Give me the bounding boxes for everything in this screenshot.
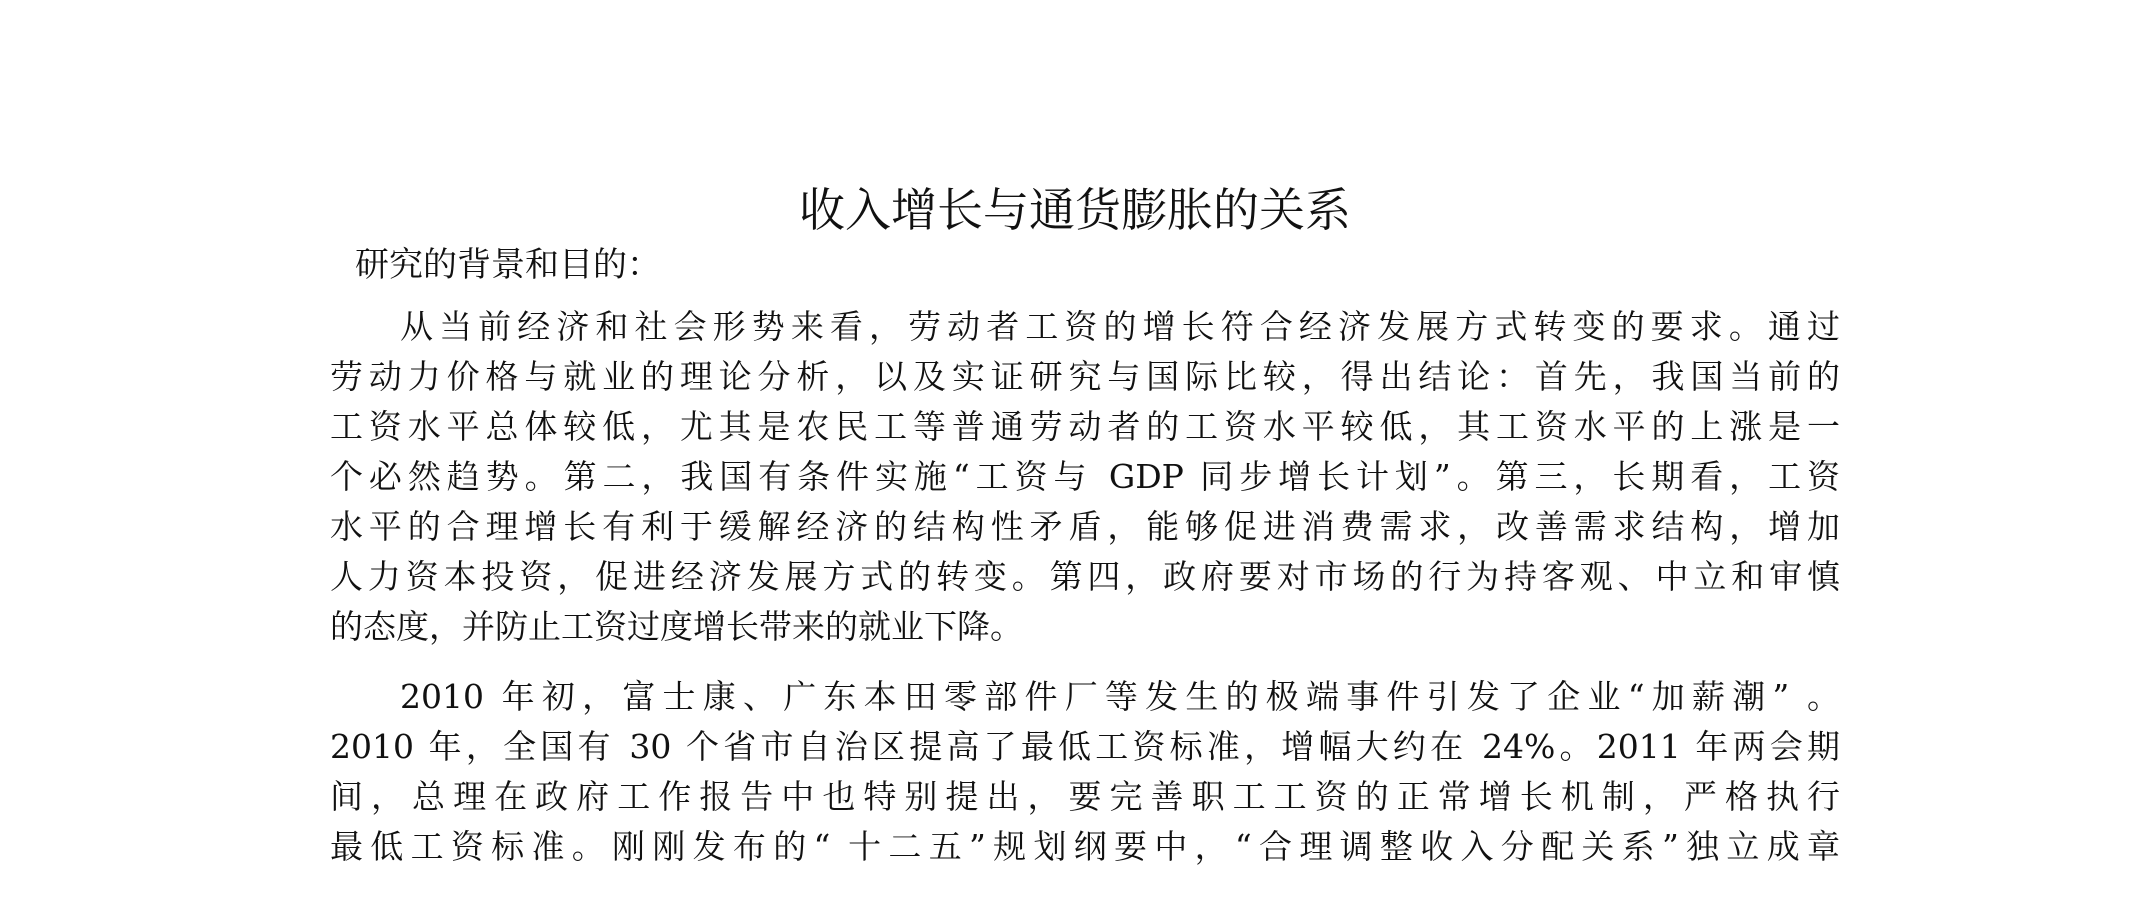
paragraph2-line: 2010 年初，富士康、广东本田零部件厂等发生的极端事件引发了企业“加薪潮” 。 <box>400 677 1840 716</box>
paragraph1-line: 工资水平总体较低，尤其是农民工等普通劳动者的工资水平较低，其工资水平的上涨是一 <box>330 407 1840 446</box>
paragraph1-line: 人力资本投资，促进经济发展方式的转变。第四，政府要对市场的行为持客观、中立和审慎 <box>330 557 1840 596</box>
paragraph1-line: 个必然趋势。第二，我国有条件实施“工资与 GDP 同步增长计划”。第三，长期看，工资 <box>330 457 1840 496</box>
paragraph1-line: 劳动力价格与就业的理论分析，以及实证研究与国际比较，得出结论：首先，我国当前的 <box>330 357 1840 396</box>
section-heading: 研究的背景和目的： <box>355 245 661 285</box>
paragraph1-line: 的态度，并防止工资过度增长带来的就业下降。 <box>330 607 1023 646</box>
paragraph2-line: 间，总理在政府工作报告中也特别提出，要完善职工工资的正常增长机制，严格执行 <box>330 777 1840 816</box>
paragraph1-line: 水平的合理增长有利于缓解经济的结构性矛盾，能够促进消费需求，改善需求结构，增加 <box>330 507 1840 546</box>
paragraph2-line: 2010 年，全国有 30 个省市自治区提高了最低工资标准，增幅大约在 24%。2011 年两会期 <box>330 727 1840 766</box>
paragraph2-line: 最低工资标准。刚刚发布的“ 十二五”规划纲要中，“合理调整收入分配关系”独立成章 <box>330 827 1840 866</box>
paragraph1-line: 从当前经济和社会形势来看，劳动者工资的增长符合经济发展方式转变的要求。通过 <box>400 307 1840 346</box>
document-title: 收入增长与通货膨胀的关系 <box>799 183 1351 237</box>
